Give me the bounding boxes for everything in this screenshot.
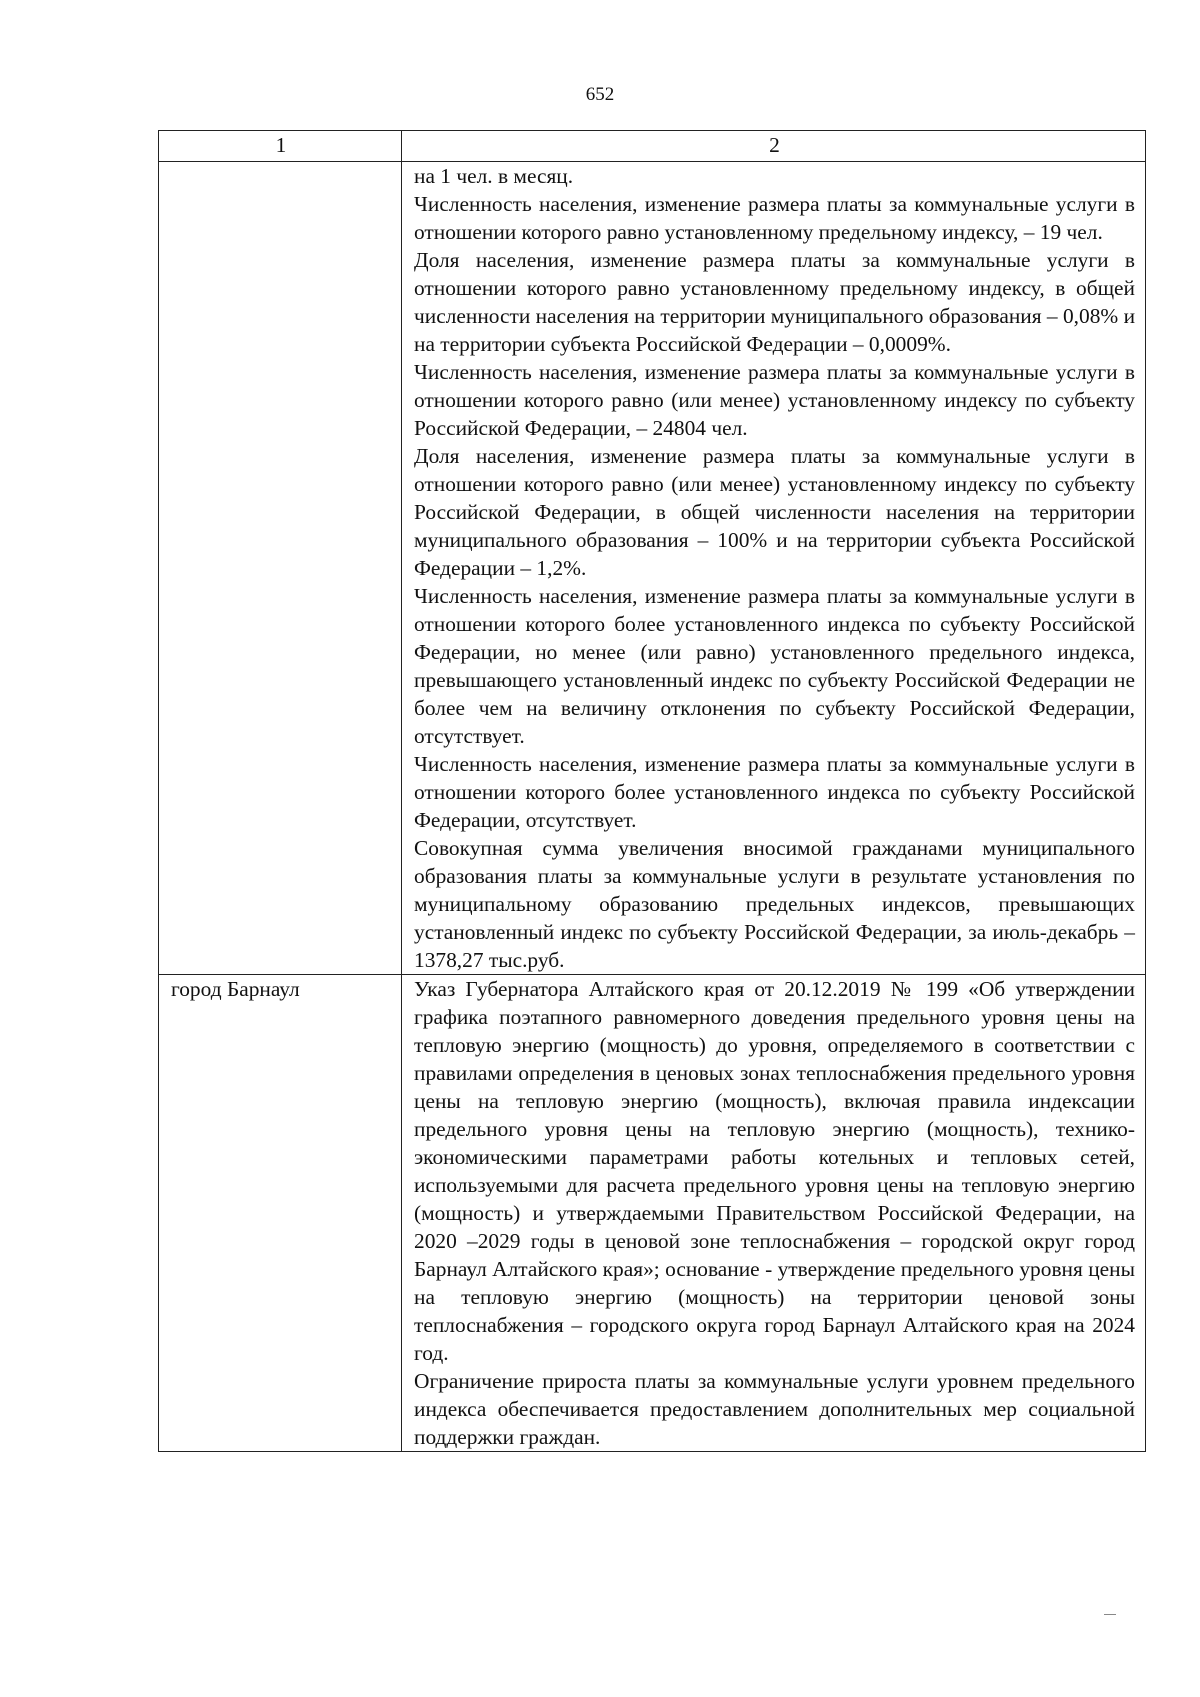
table-row	[159, 162, 1146, 975]
region-cell: город Барнаул	[159, 975, 402, 1452]
column-header-2: 2	[402, 131, 1146, 162]
paragraph: Указ Губернатора Алтайского края от 20.12.2019 № 199 «Об утверждении графика поэтапного равномерного доведения предельного уровня цены на тепловую энергию (мощность) до уровня, определяемого в соответствии с правилами определения в ценовых зонах теплоснабжения предельного уровня цены на тепловую энергию (мощность), включая правила индексации предельного уровня цены на тепловую энергию (мощность), технико-экономическими параметрами работы котельных и тепловых сетей, используемыми для расчета предельного уровня цены на тепловую энергию (мощность) и утверждаемыми Правительством Российской Федерации, на 2020 –2029 годы в ценовой зоне теплоснабжения – городской округ город Барнаул Алтайского края»; основание - утверждение предельного уровня цены на тепловую энергию (мощность) на территории ценовой зоны теплоснабжения – городского округа город Барнаул Алтайского края на 2024 год.	[414, 977, 1135, 1365]
paragraph: Численность населения, изменение размера платы за коммунальные услуги в отношении которого равно установленному предельному индексу, – 19 чел.	[414, 192, 1135, 244]
paragraph: на 1 чел. в месяц.	[414, 164, 574, 188]
paragraph: Совокупная сумма увеличения вносимой гражданами муниципального образования платы за коммунальные услуги в результате установления по муниципальному образованию предельных индексов, превышающих установленный индекс по субъекту Российской Федерации, за июль-декабрь – 1378,27 тыс.руб.	[414, 836, 1135, 972]
paragraph: Численность населения, изменение размера платы за коммунальные услуги в отношении которого более установленного индекса по субъекту Российской Федерации, но менее (или равно) установленного предельного индекса, превышающего установленный индекс по субъекту Российской Федерации не более чем на величину отклонения по субъекту Российской Федерации, отсутствует.	[414, 584, 1135, 748]
region-cell	[159, 162, 402, 975]
paragraph: Доля населения, изменение размера платы за коммунальные услуги в отношении которого равно (или менее) установленному индексу по субъекту Российской Федерации, в общей численности населения на территории муниципального образования – 100% и на территории субъекта Российской Федерации – 1,2%.	[414, 444, 1135, 580]
paragraph: Ограничение прироста платы за коммунальные услуги уровнем предельного индекса обеспечивается предоставлением дополнительных мер социальной поддержки граждан.	[414, 1369, 1135, 1449]
column-header-1: 1	[159, 131, 402, 162]
description-cell	[402, 162, 1146, 975]
table-row	[159, 975, 1146, 1452]
paragraph: Численность населения, изменение размера платы за коммунальные услуги в отношении которого равно (или менее) установленному индексу по субъекту Российской Федерации, – 24804 чел.	[414, 360, 1135, 440]
table-header-row	[159, 131, 1146, 162]
paragraph: Численность населения, изменение размера платы за коммунальные услуги в отношении которого более установленного индекса по субъекту Российской Федерации, отсутствует.	[414, 752, 1135, 832]
paragraph: Доля населения, изменение размера платы за коммунальные услуги в отношении которого равно установленному предельному индексу, в общей численности населения на территории муниципального образования – 0,08% и на территории субъекта Российской Федерации – 0,0009%.	[414, 248, 1136, 356]
document-table	[158, 130, 1146, 1452]
description-cell	[402, 975, 1146, 1452]
scan-mark	[1104, 1614, 1116, 1615]
page-number: 652	[585, 84, 615, 105]
